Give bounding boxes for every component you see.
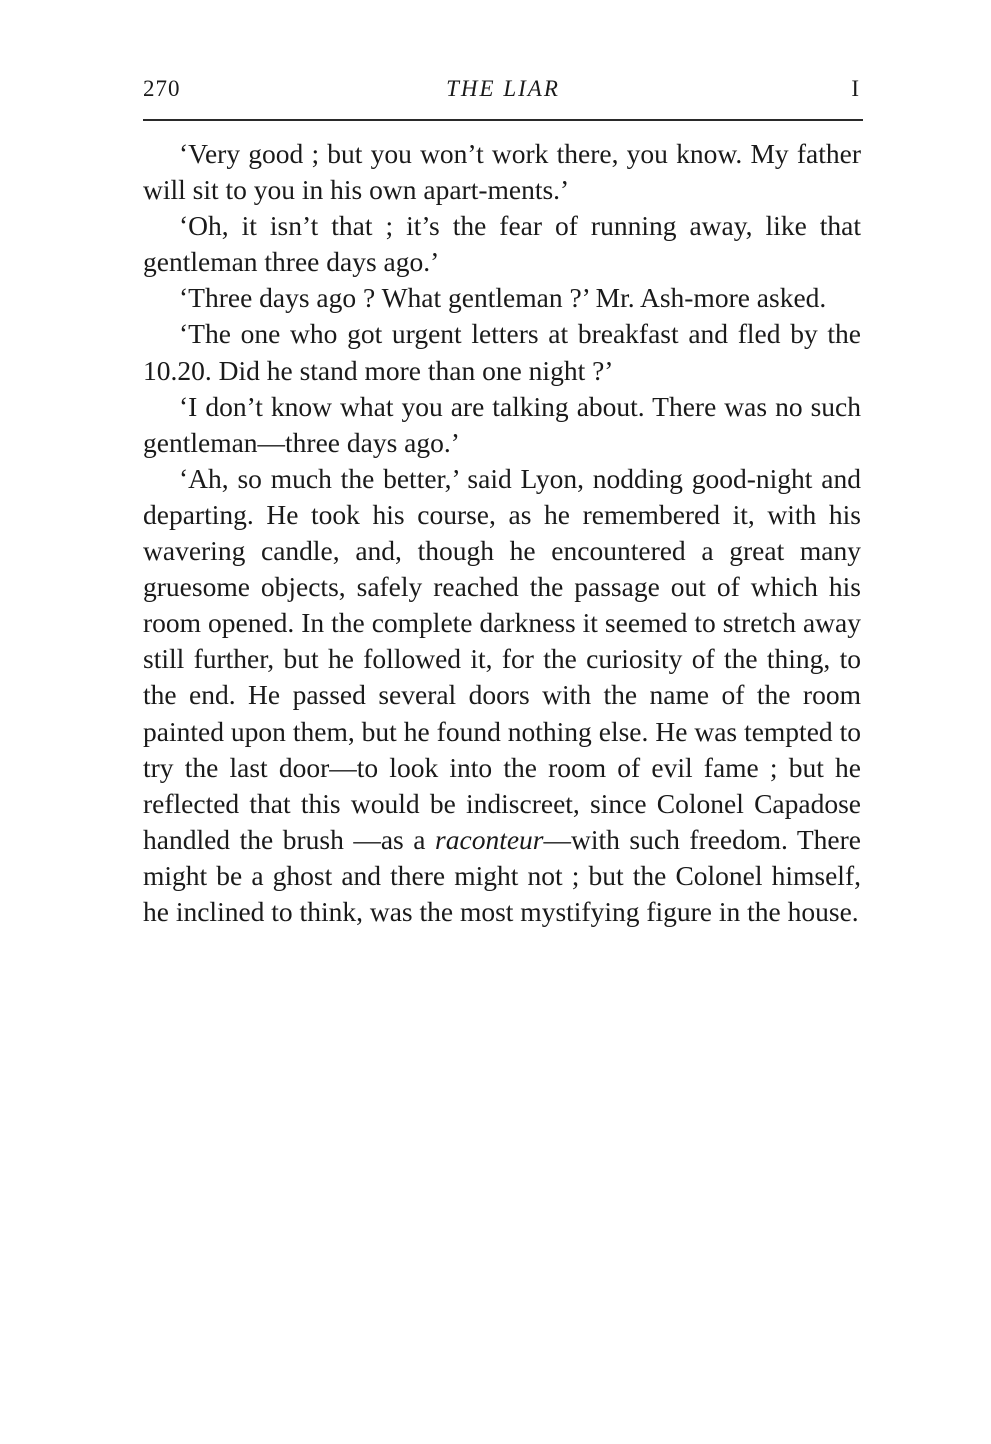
- paragraph: ‘Oh, it isn’t that ; it’s the fear of running away, like that gentleman three days ago.’: [143, 210, 861, 278]
- paragraph: ‘Very good ; but you won’t work there, you know. My father will sit to you in his own apart-ments.’: [143, 138, 861, 206]
- paragraph: ‘I don’t know what you are talking about. There was no such gentleman—three days ago.’: [143, 390, 861, 458]
- italic-word: raconteur: [435, 823, 544, 855]
- paragraph-text: ‘Ah, so much the better,’ said Lyon, nodding good-night and departing. He took his course, as he remembered it, with his wavering candle, and, though he encountered a great many gruesome objects, safely reached the passage out of which his room opened. In the complete darkness it seemed to stretch away still further, but he followed it, for the curiosity of the thing, to the end. He passed several doors with the name of the room painted upon them, but he found nothing else. He was tempted to try the last door—to look into the room of evil fame ; but he reflected that this would be indiscreet, since Colonel Capadose handled the brush —as a: [143, 462, 861, 855]
- signature-mark: I: [851, 76, 859, 101]
- page-number: 270: [143, 76, 181, 101]
- header-rule: [143, 119, 863, 121]
- body-text: [143, 136, 861, 930]
- paragraph: ‘Three days ago ? What gentleman ?’ Mr. Ash-more asked.: [179, 282, 827, 314]
- paragraph: ‘The one who got urgent letters at breakfast and fled by the 10.20. Did he stand more than one night ?’: [143, 318, 861, 386]
- running-head: [143, 74, 863, 104]
- running-title: THE LIAR: [446, 76, 560, 101]
- paragraph: [143, 461, 861, 930]
- paragraph-text: —with such freedom. There might be a ghost and there might not ; but the Colonel himself, he inclined to think, was the most mystifying figure in the house.: [143, 823, 861, 927]
